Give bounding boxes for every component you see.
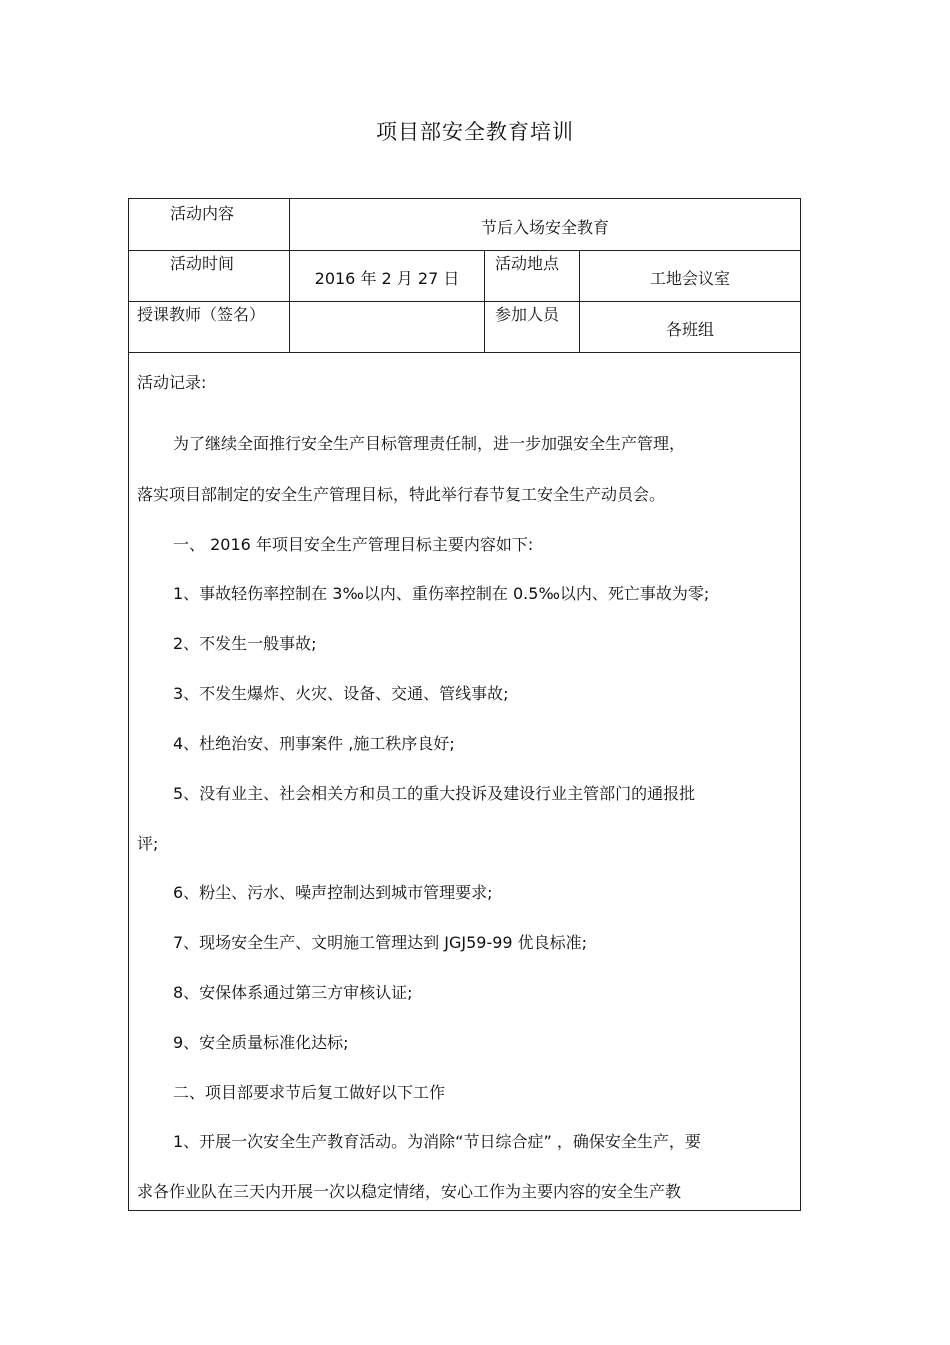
record-line: 二、项目部要求节后复工做好以下工作 [173,1083,446,1102]
participants-label: 参加人员 [495,305,560,324]
record-line: 1、事故轻伤率控制在 3‰以内、重伤率控制在 0.5‰以内、死亡事故为零; [173,584,710,603]
record-line: 6、粉尘、污水、噪声控制达到城市管理要求; [173,883,493,902]
column-divider [484,250,485,352]
record-line: 一、 2016 年项目安全生产管理目标主要内容如下: [173,535,534,554]
record-line: 评; [137,834,159,853]
activity-location-label: 活动地点 [495,254,560,273]
row-divider [129,352,800,353]
activity-record-table [128,198,801,1211]
record-line: 2、不发生一般事故; [173,634,317,653]
record-line: 3、不发生爆炸、火灾、设备、交通、管线事故; [173,684,509,703]
activity-record-label: 活动记录: [137,373,207,392]
page-title: 项目部安全教育培训 [376,120,574,144]
record-line: 落实项目部制定的安全生产管理目标，特此举行春节复工安全生产动员会。 [137,485,666,504]
activity-content-label: 活动内容 [170,204,235,223]
record-line: 9、安全质量标准化达标; [173,1033,349,1052]
participants-value: 各班组 [665,320,714,339]
record-line: 求各作业队在三天内开展一次以稳定情绪，安心工作为主要内容的安全生产教 [137,1182,682,1201]
instructor-signature-label: 授课教师（签名） [137,305,266,324]
activity-time-label: 活动时间 [170,254,235,273]
activity-content-value: 节后入场安全教育 [480,218,609,237]
record-line: 1、开展一次安全生产教育活动。为消除“节日综合症” ，确保安全生产，要 [173,1132,701,1151]
record-line: 为了继续全面推行安全生产目标管理责任制，进一步加强安全生产管理， [173,434,686,453]
activity-location-value: 工地会议室 [649,269,730,288]
record-line: 8、安保体系通过第三方审核认证; [173,983,413,1002]
record-line: 7、现场安全生产、文明施工管理达到 JGJ59-99 优良标准; [173,933,588,952]
record-line: 5、没有业主、社会相关方和员工的重大投诉及建设行业主管部门的通报批 [173,784,696,803]
record-line: 4、杜绝治安、刑事案件 ,施工秩序良好; [173,734,455,753]
activity-time-value: 2016 年 2 月 27 日 [314,269,460,288]
